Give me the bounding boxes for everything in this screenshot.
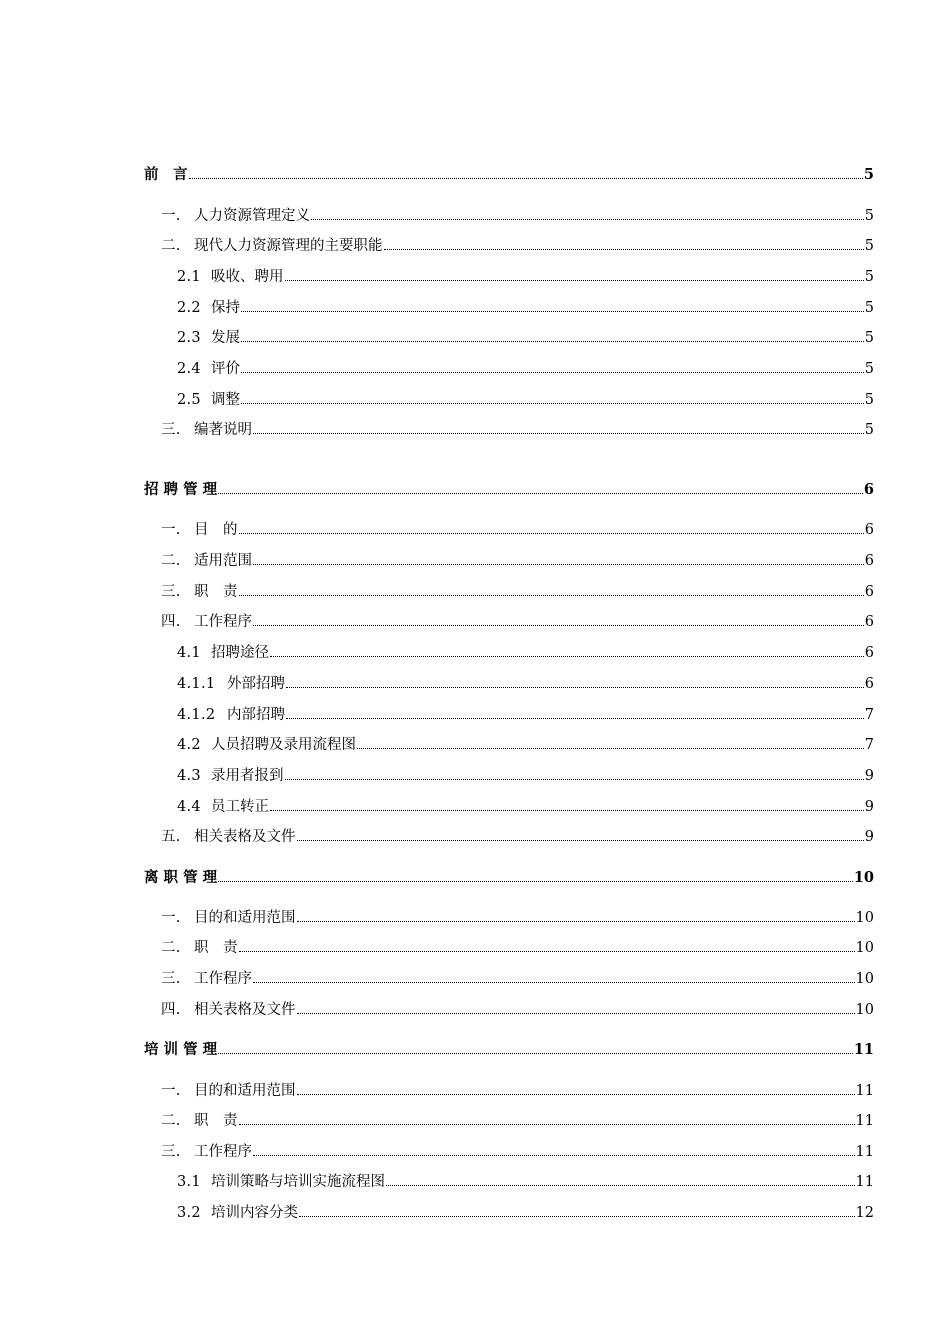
toc-leader-dots <box>253 982 855 983</box>
toc-entry-title: 工作程序 <box>194 1140 253 1164</box>
toc-leader-dots <box>297 921 855 922</box>
toc-leader-dots <box>253 625 864 626</box>
toc-entry[interactable] <box>0 733 950 757</box>
toc-leader-dots <box>239 533 864 534</box>
toc-page-number: 5 <box>864 388 874 412</box>
toc-leader-dots <box>311 219 864 220</box>
toc-entry-number: 二. <box>161 1113 181 1129</box>
toc-leader-dots <box>286 687 864 688</box>
toc-page-number: 5 <box>864 234 874 258</box>
toc-page-number: 11 <box>855 1109 874 1133</box>
toc-leader-dots <box>297 1013 855 1014</box>
toc-page-number: 6 <box>864 672 874 696</box>
toc-entry-title: 培 训 管 理 <box>144 1038 218 1062</box>
toc-entry-title: 吸收、聘用 <box>211 265 285 289</box>
toc-leader-dots <box>285 280 864 281</box>
toc-entry[interactable] <box>0 163 950 187</box>
toc-entry[interactable] <box>0 825 950 849</box>
toc-entry-number: 4.1.2 <box>177 707 216 723</box>
toc-entry-number: 4.4 <box>177 799 201 815</box>
toc-page-number: 12 <box>855 1201 874 1225</box>
toc-leader-dots <box>253 564 864 565</box>
toc-entry[interactable] <box>0 936 950 960</box>
toc-page-number: 7 <box>864 733 874 757</box>
toc-leader-dots <box>286 718 864 719</box>
toc-entry[interactable] <box>0 580 950 604</box>
toc-entry-title: 评价 <box>211 357 241 381</box>
toc-entry[interactable] <box>0 866 950 890</box>
toc-page-number: 6 <box>864 641 874 665</box>
toc-entry[interactable] <box>0 549 950 573</box>
toc-entry[interactable] <box>0 672 950 696</box>
toc-entry[interactable] <box>0 204 950 228</box>
toc-entry-title: 招 聘 管 理 <box>144 478 218 502</box>
toc-entry-number: 二. <box>161 553 181 569</box>
toc-leader-dots <box>285 779 864 780</box>
toc-entry-title: 调整 <box>211 388 241 412</box>
toc-entry[interactable] <box>0 265 950 289</box>
toc-entry-title: 培训策略与培训实施流程图 <box>211 1170 386 1194</box>
toc-entry-title: 职 责 <box>194 580 239 604</box>
toc-entry[interactable] <box>0 795 950 819</box>
toc-entry[interactable] <box>0 1170 950 1194</box>
toc-entry[interactable] <box>0 326 950 350</box>
toc-page-number: 11 <box>855 1079 874 1103</box>
toc-entry-title: 编著说明 <box>194 418 253 442</box>
toc-entry[interactable] <box>0 1201 950 1225</box>
toc-entry-number: 3.2 <box>177 1205 201 1221</box>
toc-leader-dots <box>297 840 864 841</box>
toc-entry[interactable] <box>0 518 950 542</box>
toc-page-number: 5 <box>864 418 874 442</box>
toc-entry-number: 一. <box>161 1083 181 1099</box>
toc-entry[interactable] <box>0 906 950 930</box>
toc-entry-number: 四. <box>161 1002 181 1018</box>
toc-entry-number: 2.2 <box>177 300 201 316</box>
toc-leader-dots <box>218 881 853 882</box>
toc-leader-dots <box>384 249 864 250</box>
toc-leader-dots <box>297 1094 855 1095</box>
toc-entry-title: 职 责 <box>194 936 239 960</box>
toc-page-number: 6 <box>864 610 874 634</box>
toc-entry[interactable] <box>0 610 950 634</box>
toc-entry-title: 员工转正 <box>211 795 270 819</box>
toc-leader-dots <box>241 311 864 312</box>
toc-page-number: 10 <box>855 998 874 1022</box>
toc-entry-title: 内部招聘 <box>227 703 286 727</box>
toc-entry[interactable] <box>0 998 950 1022</box>
toc-entry[interactable] <box>0 1109 950 1133</box>
toc-entry-title: 相关表格及文件 <box>194 998 297 1022</box>
toc-entry[interactable] <box>0 1038 950 1062</box>
toc-page-number: 10 <box>853 866 874 890</box>
toc-entry-title: 人力资源管理定义 <box>194 204 311 228</box>
toc-entry-number: 三. <box>161 971 181 987</box>
toc-entry-number: 一. <box>161 910 181 926</box>
toc-entry-number: 四. <box>161 614 181 630</box>
toc-entry-title: 离 职 管 理 <box>144 866 218 890</box>
toc-entry-title: 工作程序 <box>194 967 253 991</box>
toc-entry-number: 2.3 <box>177 330 201 346</box>
toc-entry-number: 三. <box>161 1144 181 1160</box>
toc-leader-dots <box>299 1216 855 1217</box>
toc-entry[interactable] <box>0 1140 950 1164</box>
toc-entry[interactable] <box>0 703 950 727</box>
toc-leader-dots <box>239 1124 855 1125</box>
toc-entry-title: 发展 <box>211 326 241 350</box>
toc-entry-number: 2.1 <box>177 269 201 285</box>
toc-entry-number: 4.1.1 <box>177 676 216 692</box>
toc-entry[interactable] <box>0 296 950 320</box>
toc-entry-title: 适用范围 <box>194 549 253 573</box>
toc-leader-dots <box>270 810 864 811</box>
toc-leader-dots <box>218 493 863 494</box>
toc-entry-number: 二. <box>161 940 181 956</box>
toc-page-number: 5 <box>864 326 874 350</box>
toc-entry-number: 4.1 <box>177 645 201 661</box>
toc-leader-dots <box>253 1155 855 1156</box>
toc-page-number: 5 <box>864 357 874 381</box>
toc-page-number: 9 <box>864 795 874 819</box>
toc-entry-title: 外部招聘 <box>227 672 286 696</box>
toc-entry-number: 二. <box>161 238 181 254</box>
toc-entry[interactable] <box>0 764 950 788</box>
toc-page-number: 7 <box>864 703 874 727</box>
toc-page-number: 11 <box>855 1170 874 1194</box>
toc-entry-title: 招聘途径 <box>211 641 270 665</box>
toc-entry[interactable] <box>0 234 950 258</box>
toc-leader-dots <box>357 748 864 749</box>
toc-page-number: 6 <box>864 580 874 604</box>
toc-entry-number: 4.3 <box>177 768 201 784</box>
toc-entry-title: 培训内容分类 <box>211 1201 299 1225</box>
toc-page-number: 5 <box>864 204 874 228</box>
toc-leader-dots <box>218 1053 853 1054</box>
toc-entry-title: 目 的 <box>194 518 239 542</box>
toc-entry-title: 工作程序 <box>194 610 253 634</box>
toc-page-number: 10 <box>855 967 874 991</box>
toc-entry[interactable] <box>0 388 950 412</box>
toc-leader-dots <box>241 341 864 342</box>
toc-leader-dots <box>241 403 864 404</box>
toc-page-number: 11 <box>853 1038 874 1062</box>
toc-leader-dots <box>253 433 864 434</box>
toc-leader-dots <box>239 951 855 952</box>
toc-page-number: 6 <box>864 549 874 573</box>
toc-page-number: 11 <box>855 1140 874 1164</box>
toc-entry-title: 目的和适用范围 <box>194 906 297 930</box>
toc-entry-number: 一. <box>161 522 181 538</box>
toc-entry[interactable] <box>0 1079 950 1103</box>
toc-entry[interactable] <box>0 478 950 502</box>
toc-page-number: 5 <box>863 163 874 187</box>
toc-leader-dots <box>270 656 864 657</box>
toc-entry-number: 2.5 <box>177 392 201 408</box>
toc-page-number: 5 <box>864 265 874 289</box>
toc-entry-number: 4.2 <box>177 737 201 753</box>
toc-entry-title: 现代人力资源管理的主要职能 <box>194 234 384 258</box>
toc-entry-number: 2.4 <box>177 361 201 377</box>
toc-entry-number: 五. <box>161 829 181 845</box>
toc-leader-dots <box>189 178 863 179</box>
toc-page-number: 6 <box>863 478 874 502</box>
toc-entry-title: 相关表格及文件 <box>194 825 297 849</box>
toc-page-number: 9 <box>864 825 874 849</box>
toc-entry-title: 人员招聘及录用流程图 <box>211 733 357 757</box>
toc-page-number: 10 <box>855 936 874 960</box>
toc-leader-dots <box>386 1185 855 1186</box>
toc-page-number: 5 <box>864 296 874 320</box>
toc-entry-number: 3.1 <box>177 1174 201 1190</box>
toc-page-number: 10 <box>855 906 874 930</box>
toc-leader-dots <box>239 595 864 596</box>
toc-entry-number: 一. <box>161 208 181 224</box>
toc-entry[interactable] <box>0 641 950 665</box>
toc-leader-dots <box>241 372 864 373</box>
toc-entry[interactable] <box>0 967 950 991</box>
toc-entry[interactable] <box>0 357 950 381</box>
toc-entry-title: 保持 <box>211 296 241 320</box>
toc-entry-title: 录用者报到 <box>211 764 285 788</box>
toc-entry-title: 目的和适用范围 <box>194 1079 297 1103</box>
toc-entry-number: 三. <box>161 584 181 600</box>
toc-entry-title: 职 责 <box>194 1109 239 1133</box>
toc-entry-number: 三. <box>161 422 181 438</box>
toc-page-number: 9 <box>864 764 874 788</box>
toc-page-number: 6 <box>864 518 874 542</box>
toc-entry-title: 前 言 <box>144 163 189 187</box>
toc-entry[interactable] <box>0 418 950 442</box>
